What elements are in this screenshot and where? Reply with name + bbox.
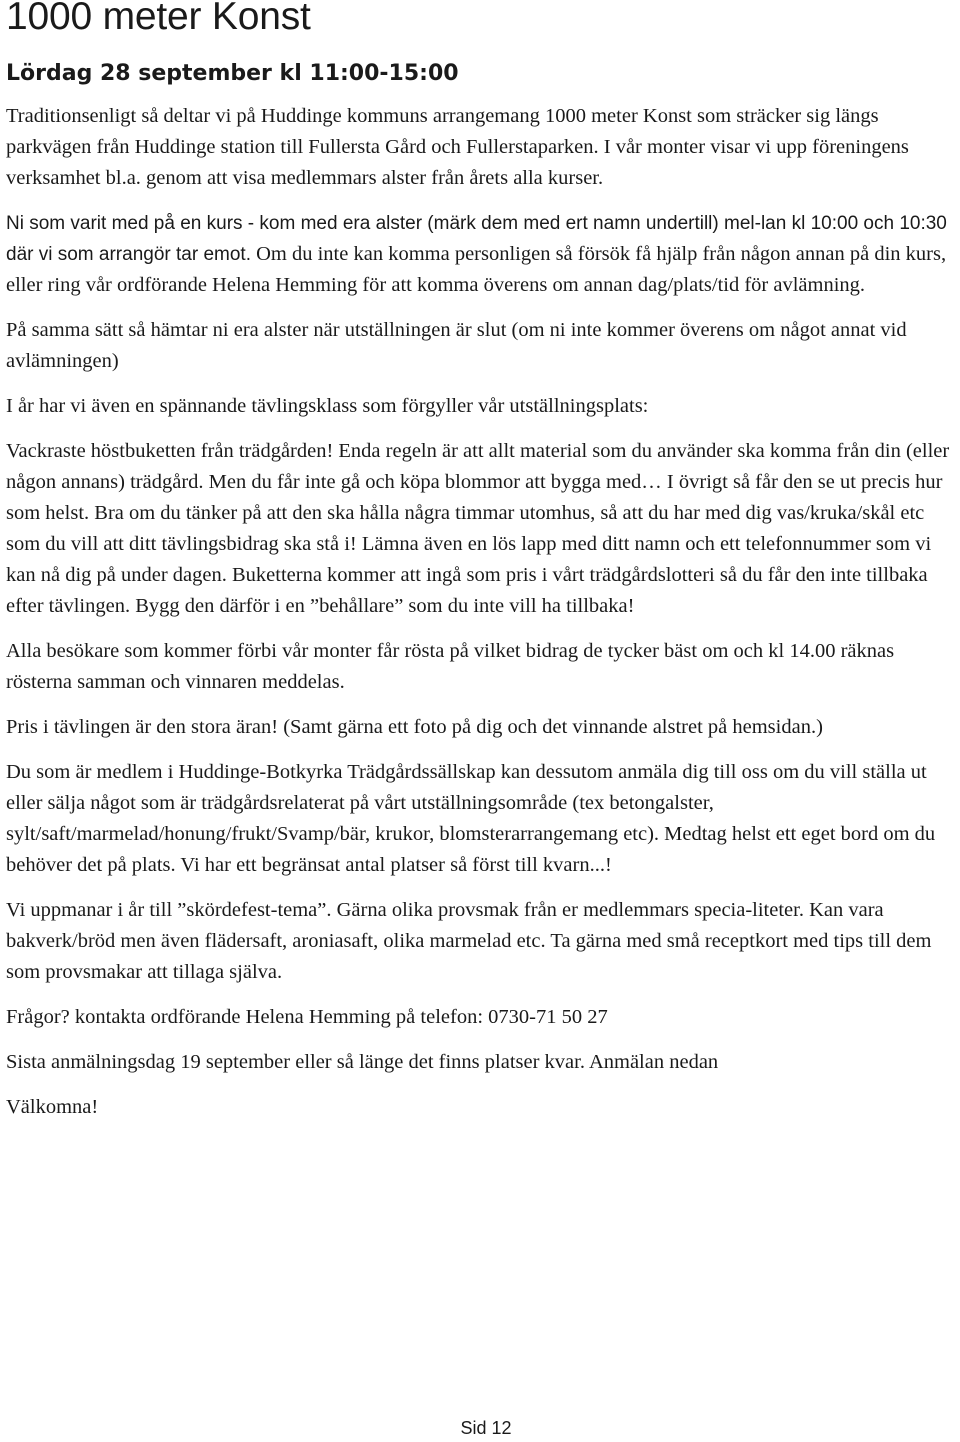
paragraph-competition-intro: I år har vi även en spännande tävlingsklass som förgyller vår utställningsplats:: [6, 395, 649, 418]
page-footer: [0, 1418, 960, 1439]
paragraph-submission-serif: Om du inte kan komma personligen så försök få hjälp från någon annan på din kurs, eller ring vår ordförande Helena Hemming för att komma överens om annan dag/plats/tid för avlämning.: [6, 243, 947, 297]
paragraph-pickup: På samma sätt så hämtar ni era alster när utställningen är slut (om ni inte kommer överens om något annat vid avlämningen): [6, 319, 907, 373]
page-title: 1000 meter Konst: [6, 0, 311, 38]
event-date-subtitle: Lördag 28 september kl 11:00-15:00: [6, 60, 459, 86]
paragraph-submission: [6, 208, 956, 301]
paragraph-welcome: Välkomna!: [6, 1096, 99, 1119]
paragraph-competition-rules: Vackraste höstbuketten från trädgården! Enda regeln är att allt material som du använder ska komma från din (eller någon annans) trädgård. Men du får inte gå och köpa blommor att bygga med… I övrigt så får den se ut precis hur som helst. Bra om du tänker på att den ska hålla några timmar utomhus, så att du har med dig vas/kruka/skål etc som du vill att ditt tävlingsbidrag ska stå i! Lämna även en lös lapp med ditt namn och ett telefonnummer som vi kan nå dig på under dagen. Buketterna kommer att ingå som pris i vårt trädgårdslotteri så du får den inte tillbaka efter tävlingen. Bygg den därför i en ”behållare” som du inte vill ha tillbaka!: [6, 440, 950, 618]
document-page: [6, 0, 956, 1123]
paragraph-contact: Frågor? kontakta ordförande Helena Hemming på telefon: 0730-71 50 27: [6, 1006, 608, 1029]
paragraph-submission-sans: Ni som varit med på en kurs - kom med era alster (märk dem med ert namn undertill) mel-lan kl 10:00 och 10:30 där vi som arrangör tar emot.: [6, 213, 947, 266]
paragraph-intro: Traditionsenligt så deltar vi på Huddinge kommuns arrangemang 1000 meter Konst som sträcker sig längs parkvägen från Huddinge station till Fullersta Gård och Fullerstaparken. I vår monter visar vi upp föreningens verksamhet bl.a. genom att visa medlemmars alster från årets alla kurser.: [6, 105, 909, 190]
paragraph-members-exhibit: Du som är medlem i Huddinge-Botkyrka Trädgårdssällskap kan dessutom anmäla dig till oss om du vill ställa ut eller sälja något som är trädgårdsrelaterat på vårt utställningsområde (tex betongalster, sylt/saft/marmelad/honung/frukt/Svamp/bär, krukor, blomsterarrangemang etc). Medtag helst ett eget bord om du behöver det på plats. Vi har ett begränsat antal platser så först till kvarn...!: [6, 761, 936, 877]
paragraph-harvest-theme: Vi uppmanar i år till ”skördefest-tema”. Gärna olika provsmak från er medlemmars specia-liteter. Kan vara bakverk/bröd men även flädersaft, aroniasaft, olika marmelad etc. Ta gärna med små receptkort med tips till dem som provsmakar att tillaga själva.: [6, 899, 932, 984]
page-number: Sid 12: [460, 1418, 512, 1438]
paragraph-deadline: Sista anmälningsdag 19 september eller så länge det finns platser kvar. Anmälan nedan: [6, 1051, 719, 1074]
paragraph-voting: Alla besökare som kommer förbi vår monter får rösta på vilket bidrag de tycker bäst om och kl 14.00 räknas rösterna samman och vinnaren meddelas.: [6, 640, 895, 694]
paragraph-prize: Pris i tävlingen är den stora äran! (Samt gärna ett foto på dig och det vinnande alstret på hemsidan.): [6, 716, 823, 739]
